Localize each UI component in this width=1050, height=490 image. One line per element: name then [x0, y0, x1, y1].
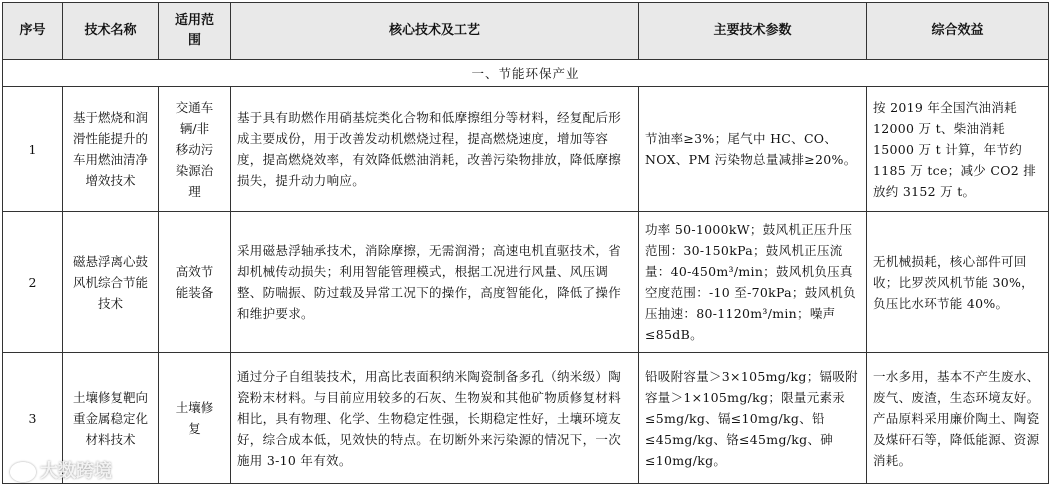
section-row	[3, 60, 1049, 87]
row-process: 基于具有助燃作用硝基烷类化合物和低摩擦组分等材料，经复配后形成主要成份，用于改善发动机燃烧过程，提高燃烧速度，增加等容度，提高燃烧效率，有效降低燃油消耗，改善污染物排放，降低摩擦损失，提升动力响应。	[231, 87, 639, 212]
watermark-text: 大数跨境	[40, 461, 112, 482]
table-row	[3, 353, 1049, 484]
technology-table	[2, 2, 1049, 484]
header-no: 序号	[3, 3, 63, 60]
row-no: 2	[3, 212, 63, 353]
row-scope: 高效节能装备	[159, 212, 231, 353]
row-params: 节油率≥3%；尾气中 HC、CO、NOX、PM 污染物总量减排≥20%。	[639, 87, 867, 212]
section-title: 一、节能环保产业	[3, 60, 1049, 87]
row-benefits: 一水多用，基本不产生废水、废气、废渣，生态环境友好。产品原料采用廉价陶土、陶瓷及煤矸石等，降低能源、资源消耗。	[867, 353, 1049, 484]
header-params: 主要技术参数	[639, 3, 867, 60]
row-name: 磁悬浮离心鼓风机综合节能技术	[63, 212, 159, 353]
header-process: 核心技术及工艺	[231, 3, 639, 60]
row-no: 1	[3, 87, 63, 212]
row-benefits: 按 2019 年全国汽油消耗 12000 万 t、柴油消耗 15000 万 t 计算，年节约 1185 万 tce；减少 CO2 排放约 3152 万 t。	[867, 87, 1049, 212]
row-benefits: 无机械损耗，核心部件可回收；比罗茨风机节能 30%，负压比水环节能 40%。	[867, 212, 1049, 353]
header-name: 技术名称	[63, 3, 159, 60]
table-row	[3, 87, 1049, 212]
row-no: 3	[3, 353, 63, 484]
table-row	[3, 212, 1049, 353]
row-process: 采用磁悬浮轴承技术，消除摩擦，无需润滑；高速电机直驱技术，省却机械传动损失；利用智能管理模式，根据工况进行风量、风压调整、防喘振、防过载及异常工况下的操作，高度智能化，降低了操作和维护要求。	[231, 212, 639, 353]
row-scope: 交通车辆/非移动污染源治理	[159, 87, 231, 212]
row-params: 铅吸附容量＞3×105mg/kg；镉吸附容量＞1×105mg/kg；限量元素汞≤5mg/kg、镉≤10mg/kg、铅≤45mg/kg、铬≤45mg/kg、砷≤10mg/kg。	[639, 353, 867, 484]
row-scope: 土壤修复	[159, 353, 231, 484]
watermark-logo-icon	[10, 462, 36, 482]
row-name: 基于燃烧和润滑性能提升的车用燃油清净增效技术	[63, 87, 159, 212]
header-scope: 适用范围	[159, 3, 231, 60]
row-process: 通过分子自组装技术，用高比表面积纳米陶瓷制备多孔（纳米级）陶瓷粉末材料。与目前应用较多的石灰、生物炭和其他矿物质修复材料相比，具有物理、化学、生物稳定性强，长期稳定性好，土壤环境友好，综合成本低，见效快的特点。在切断外来污染源的情况下，一次施用 3-10 年有效。	[231, 353, 639, 484]
watermark	[10, 457, 112, 483]
row-params: 功率 50-1000kW；鼓风机正压升压范围：30-150kPa；鼓风机正压流量：40-450m³/min；鼓风机负压真空度范围：-10 至-70kPa；鼓风机负压抽速：80-1120m³/min；噪声≤85dB。	[639, 212, 867, 353]
header-row	[3, 3, 1049, 60]
header-benefits: 综合效益	[867, 3, 1049, 60]
row-name: 土壤修复靶向重金属稳定化材料技术	[63, 353, 159, 484]
